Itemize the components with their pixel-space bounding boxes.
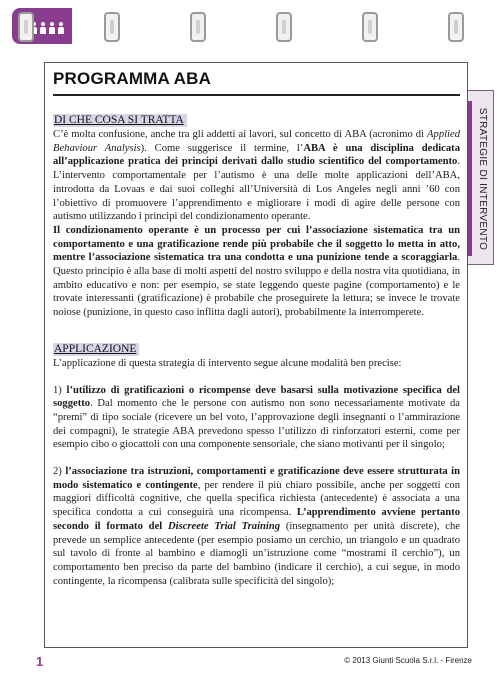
page-title: PROGRAMMA ABA <box>53 69 212 88</box>
section-heading-what: DI CHE COSA SI TRATTA <box>53 114 187 127</box>
binder-ring-icon <box>104 12 120 42</box>
copyright-notice: © 2013 Giunti Scuola S.r.l. - Firenze <box>344 656 472 665</box>
paragraph-application-intro: L’applicazione di questa strategia di intervento segue alcune modalità ben precise: <box>53 357 402 369</box>
binder-rings <box>16 6 486 44</box>
section-heading-application: APPLICAZIONE <box>53 343 139 356</box>
binder-ring-icon <box>276 12 292 42</box>
page-number: 1 <box>36 654 44 669</box>
side-tab-label: STRATEGIE DI INTERVENTO <box>477 107 488 251</box>
section-side-tab[interactable] <box>468 90 494 265</box>
binder-ring-icon <box>190 12 206 42</box>
paragraph-intro: C’è molta confusione, anche tra gli addetti ai lavori, sul concetto di ABA (acronimo di Applied Behaviour Analysis). Come suggerisce il termine, l’ABA è una disciplina dedicata all’applicazione pratica dei principi derivati dallo studio scientifico del comportamento. L’intervento comportamentale per l’autismo è una delle molte applicazioni dell’ABA, introdotta da Lovaas e dai suoi colleghi all’Università di Los Angeles negli anni ’60 con l’obiettivo di promuovere l’apprendimento e migliorare i modi di agire delle persone con autismo utilizzando i principi del condizionamento operante. <box>53 129 460 223</box>
binder-ring-icon <box>448 12 464 42</box>
page-content <box>53 68 460 588</box>
paragraph-operant: Il condizionamento operante è un processo per cui l’associazione sistematica tra un comportamento e una gratificazione rende più probabile che il soggetto lo metta in atto, mentre l’associazione sistematica tra una condotta e una punizione tende a scoraggiarla. Questo principio è alla base di molti aspetti del nostro sviluppo e della nostra vita quotidiana, in ambito educativo e non: per esempio, se state leggendo queste pagine (comportamento) e le trovate interessanti (gratificazione) è probabile che proseguirete la lettura; se invece le trovate noiose (punizione, in questo caso inflitta dagli autori), probabilmente la interromperete. <box>53 224 460 319</box>
side-tab-accent <box>468 101 472 256</box>
binder-ring-icon <box>18 12 34 42</box>
binder-header <box>0 0 500 48</box>
list-item-rewards: 1) l’utilizzo di gratificazioni o ricompense deve basarsi sulla motivazione specifica del soggetto. Dal momento che le persone con autismo non sono necessariamente motivate da “premi” di tipo sociale (ricevere un bel voto, l’approvazione degli insegnanti o l’ammirazione dei compagni), le strategie ABA prevedono spesso l’utilizzo di rinforzatori esterni, come per esempio cibo o giocattoli con una componente sensoriale, che siano motivanti per il singolo; <box>53 384 460 451</box>
list-item-association: 2) l’associazione tra istruzioni, comportamenti e gratificazione deve essere strutturata in modo sistematico e contingente, per rendere il più chiaro possibile, anche per soggetti con maggiori difficoltà cognitive, che quella specifica richiesta (antecedente) è associata a una specifica condotta a cui conseguirà una ricompensa. L’apprendimento avviene pertanto secondo il formato del Discreete Trial Training (insegnamento per unità discrete), che prevede un semplice antecedente (per esempio posiamo un cerchio, un triangolo e un quadrato sul tavolo di fronte al bambino e diamogli un’istruzione come “mostrami il cerchio”), un comportamento ben preciso da parte del bambino (indicare il cerchio), a cui segue, in modo contingente, la ricompensa (calibrata sulle specificità del singolo); <box>53 466 460 587</box>
binder-ring-icon <box>362 12 378 42</box>
